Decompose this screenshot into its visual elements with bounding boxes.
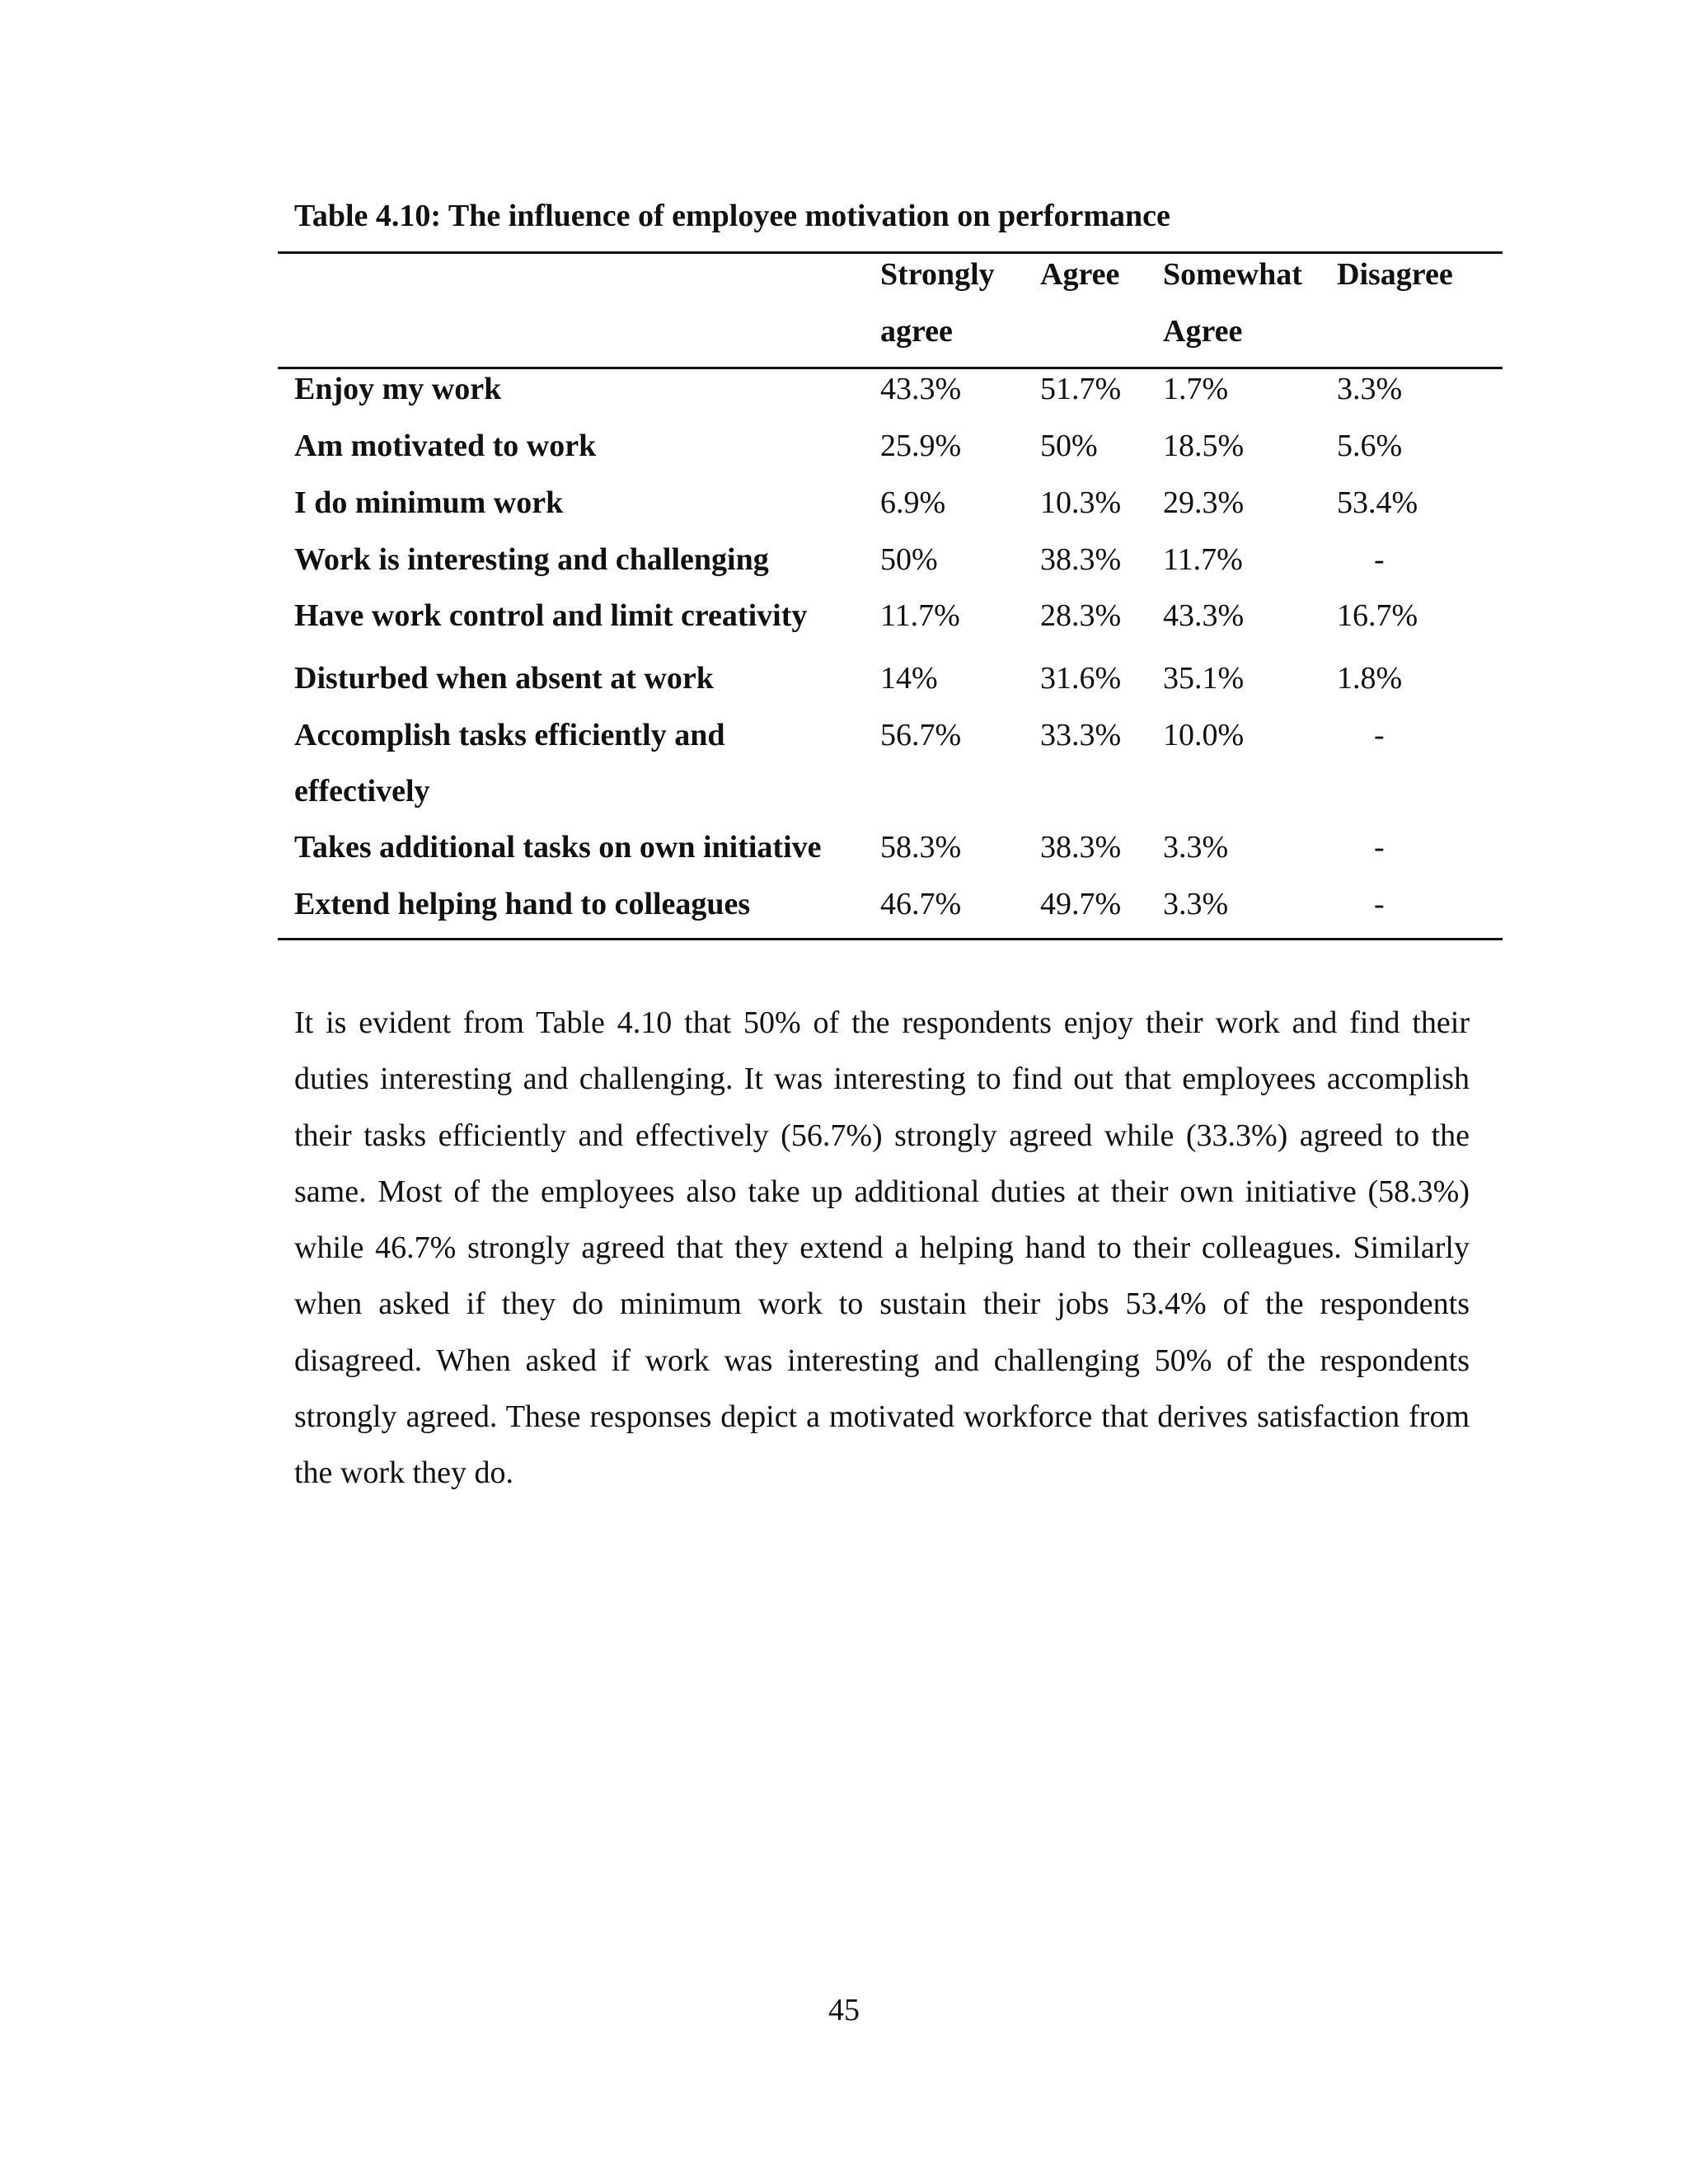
cell-value: 29.3%	[1163, 485, 1245, 520]
cell-value: 50%	[1040, 429, 1098, 463]
cell-value: 25.9%	[880, 429, 962, 463]
cell-value: 1.8%	[1337, 661, 1403, 696]
header-somewhat-agree-line2: Agree	[1163, 314, 1243, 349]
body-paragraph: It is evident from Table 4.10 that 50% of the respondents enjoy their work and find their duties interesting and challenging. It was interesting to find out that employees accomplish their tasks efficiently and effectively (56.7%) strongly agreed while (33.3%) agreed to the same. Most of the employees also take up additional duties at their own initiative (58.3%) while 46.7% strongly agreed that they extend a helping hand to their colleagues. Similarly when asked if they do minimum work to sustain their jobs 53.4% of the respondents disagreed. When asked if work was interesting and challenging 50% of the respondents strongly agreed. These responses depict a motivated workforce that derives satisfaction from the work they do.	[294, 1005, 1470, 1491]
table-bottom-rule	[278, 938, 1503, 940]
cell-value: -	[1374, 718, 1385, 752]
row-label-motivated: Am motivated to work	[294, 429, 597, 463]
row-label-interesting-challenging: Work is interesting and challenging	[294, 542, 769, 577]
row-label-helping-hand: Extend helping hand to colleagues	[294, 887, 751, 921]
table-top-rule	[278, 251, 1503, 254]
cell-value: 11.7%	[880, 598, 960, 633]
cell-value: 35.1%	[1163, 661, 1245, 696]
cell-value: 43.3%	[880, 372, 962, 406]
cell-value: 58.3%	[880, 830, 962, 865]
cell-value: 56.7%	[880, 718, 962, 752]
cell-value: 33.3%	[1040, 718, 1122, 752]
table-caption: Table 4.10: The influence of employee motivation on performance	[294, 199, 1170, 233]
header-agree: Agree	[1040, 257, 1120, 292]
cell-value: 53.4%	[1337, 485, 1418, 520]
cell-value: 1.7%	[1163, 372, 1229, 406]
cell-value: 10.3%	[1040, 485, 1122, 520]
cell-value: 5.6%	[1337, 429, 1403, 463]
row-label-disturbed-absent: Disturbed when absent at work	[294, 661, 714, 696]
cell-value: 51.7%	[1040, 372, 1122, 406]
cell-value: 31.6%	[1040, 661, 1122, 696]
cell-value: 49.7%	[1040, 887, 1122, 921]
cell-value: -	[1374, 830, 1385, 865]
header-strongly-agree-line2: agree	[880, 314, 953, 349]
cell-value: 14%	[880, 661, 938, 696]
row-label-accomplish-tasks-line2: effectively	[294, 774, 430, 808]
cell-value: 38.3%	[1040, 542, 1122, 577]
row-label-additional-tasks: Takes additional tasks on own initiative	[294, 830, 822, 865]
header-strongly-agree-line1: Strongly	[880, 257, 995, 292]
cell-value: 50%	[880, 542, 938, 577]
cell-value: 16.7%	[1337, 598, 1418, 633]
header-somewhat-agree-line1: Somewhat	[1163, 257, 1302, 292]
cell-value: -	[1374, 542, 1385, 577]
row-label-accomplish-tasks: Accomplish tasks efficiently and	[294, 718, 725, 752]
cell-value: 3.3%	[1337, 372, 1403, 406]
cell-value: 43.3%	[1163, 598, 1245, 633]
header-disagree: Disagree	[1337, 257, 1453, 292]
cell-value: 46.7%	[880, 887, 962, 921]
row-label-work-control: Have work control and limit creativity	[294, 598, 808, 633]
cell-value: 18.5%	[1163, 429, 1245, 463]
cell-value: -	[1374, 887, 1385, 921]
cell-value: 10.0%	[1163, 718, 1245, 752]
page-number: 45	[828, 1993, 860, 2027]
cell-value: 3.3%	[1163, 830, 1229, 865]
cell-value: 3.3%	[1163, 887, 1229, 921]
cell-value: 6.9%	[880, 485, 946, 520]
row-label-minimum-work: I do minimum work	[294, 485, 564, 520]
cell-value: 28.3%	[1040, 598, 1122, 633]
cell-value: 11.7%	[1163, 542, 1243, 577]
row-label-enjoy-work: Enjoy my work	[294, 372, 502, 406]
cell-value: 38.3%	[1040, 830, 1122, 865]
